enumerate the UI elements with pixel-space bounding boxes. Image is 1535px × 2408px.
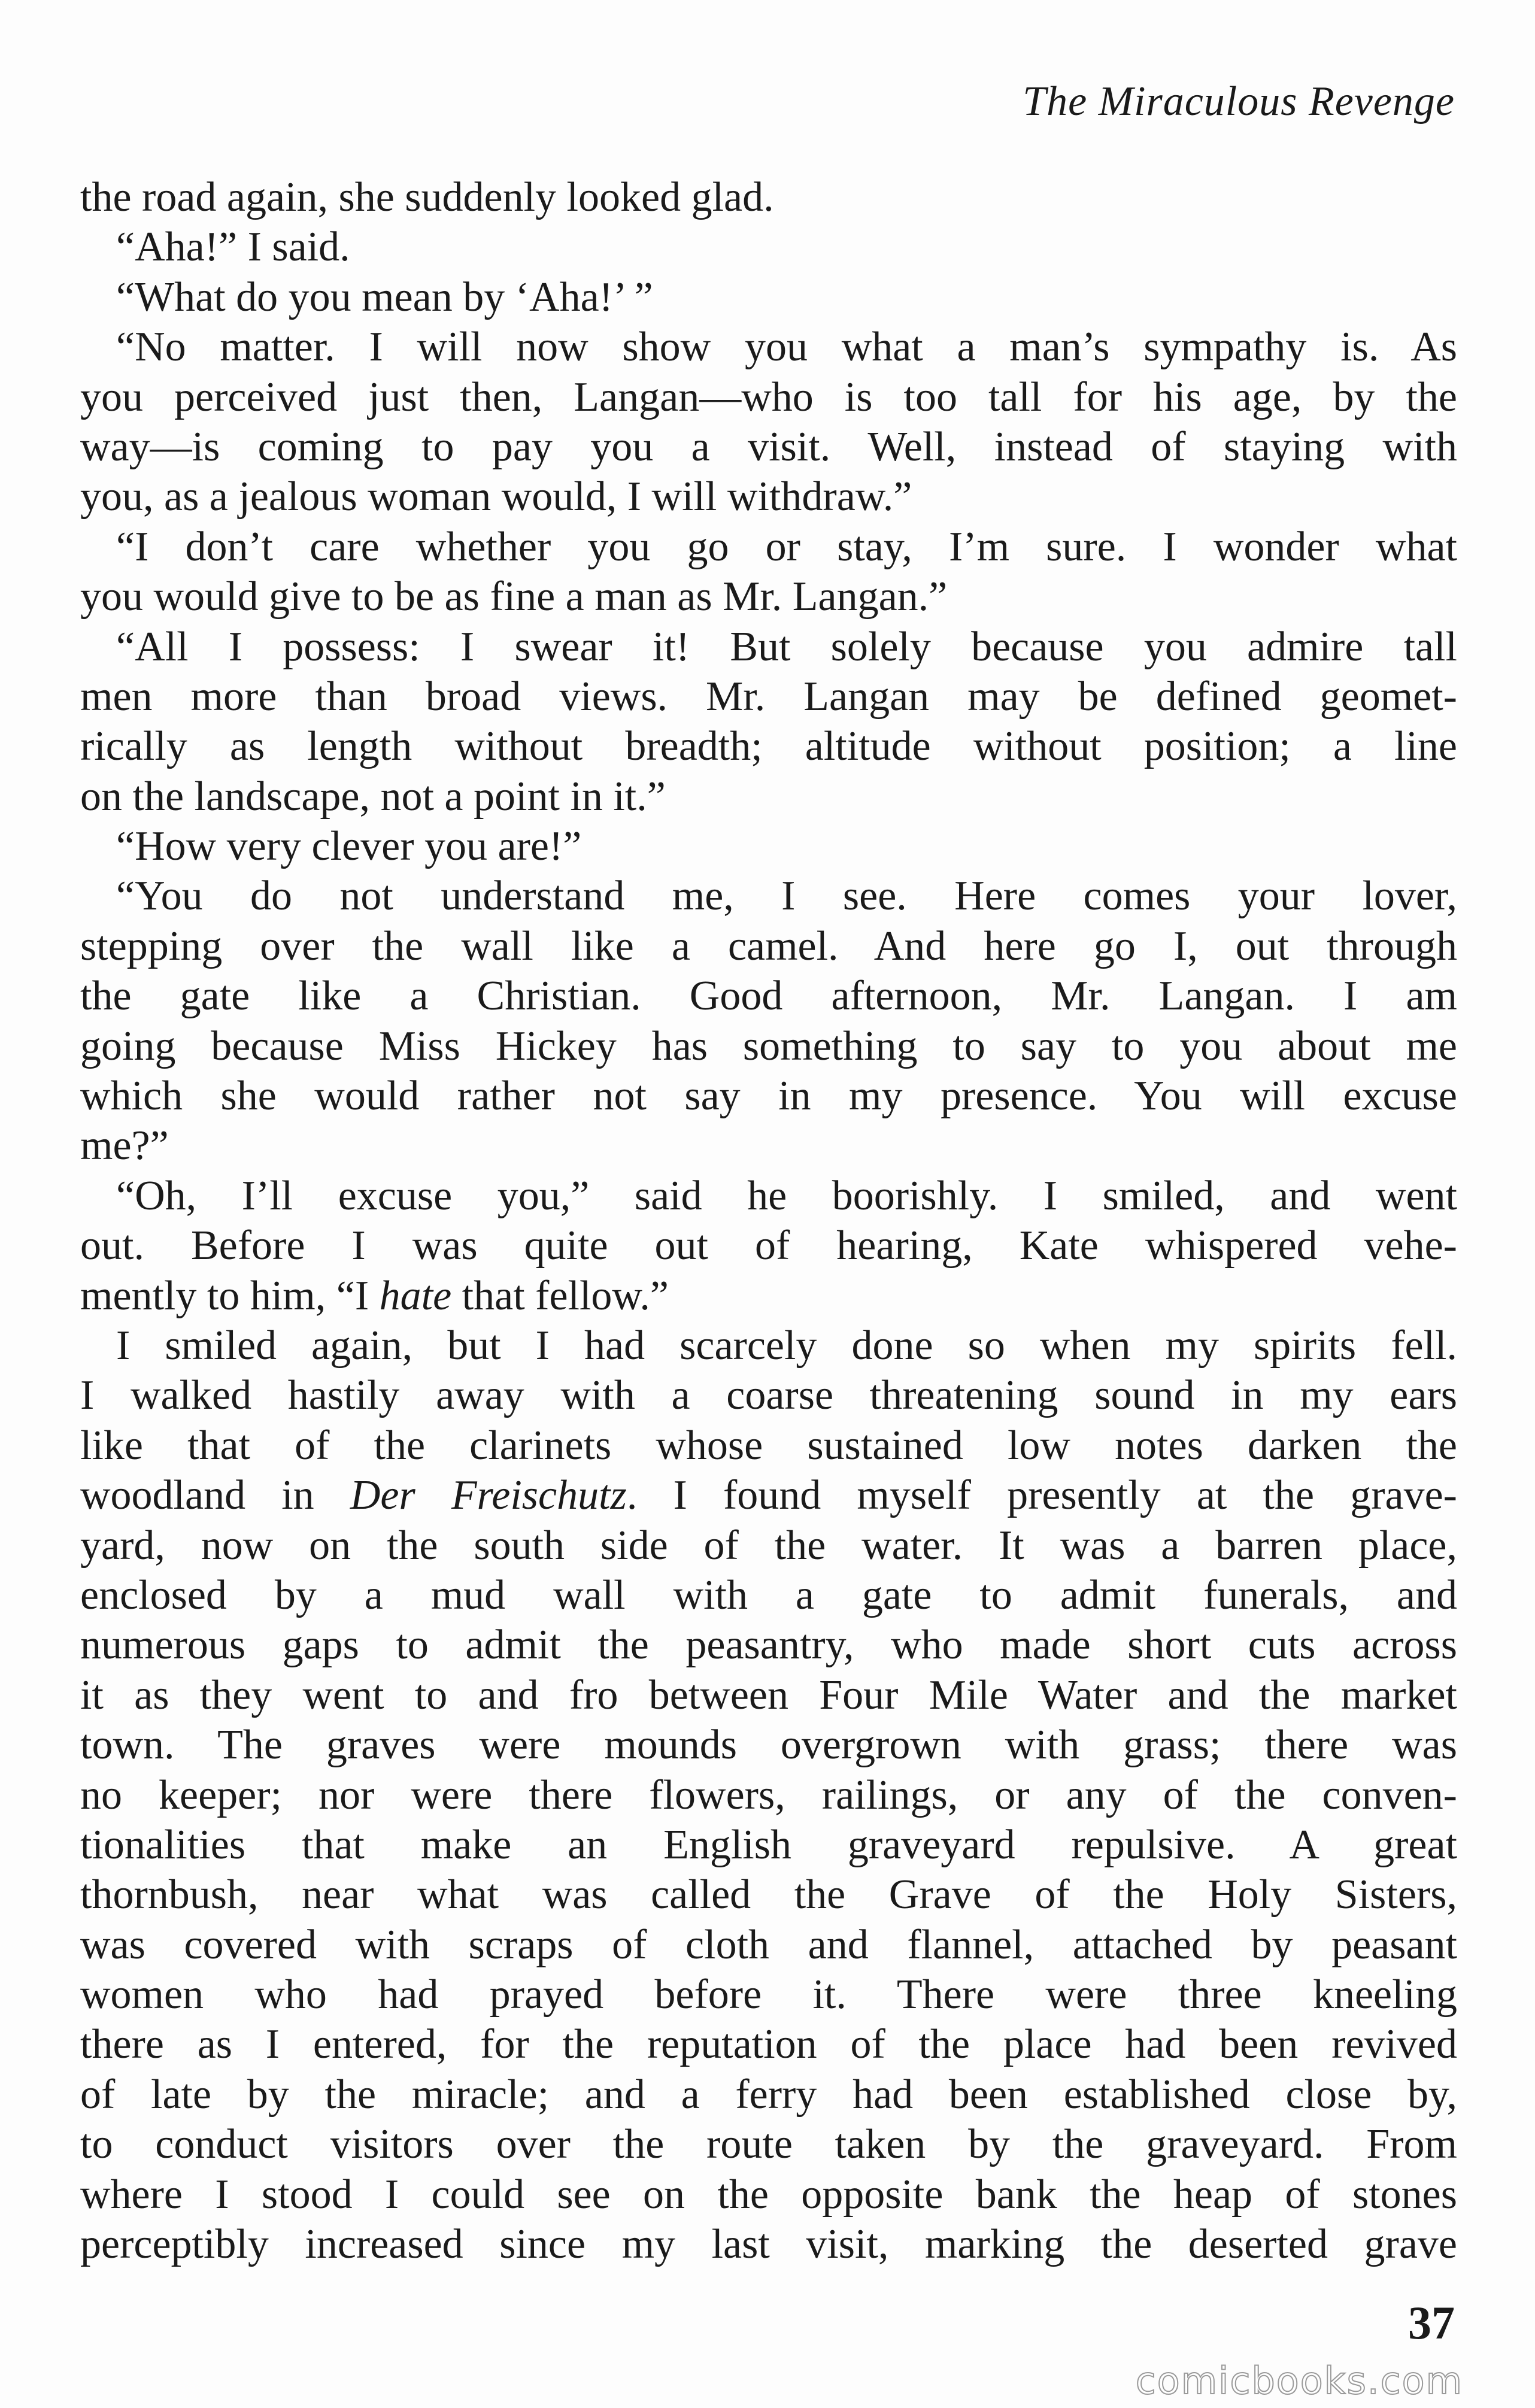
text-line: I smiled again, but I had scarcely done so when my spirits fell. (116, 1322, 1457, 1369)
text-line: rically as length without breadth; altitude without position; a line (80, 723, 1457, 770)
text-line: “All I possess: I swear it! But solely because you admire tall (116, 623, 1457, 670)
text-line: town. The graves were mounds overgrown with grass; there was (80, 1722, 1457, 1769)
text-line: women who had prayed before it. There were three kneeling (80, 1972, 1457, 2018)
text-line: way—is coming to pay you a visit. Well, instead of staying with (80, 423, 1457, 470)
text-line: numerous gaps to admit the peasantry, who made short cuts across (80, 1622, 1457, 1669)
text-line: you perceived just then, Langan—who is too tall for his age, by the (80, 374, 1457, 420)
text-line: the gate like a Christian. Good afternoon, Mr. Langan. I am (80, 973, 1457, 1020)
text-line: where I stood I could see on the opposite bank the heap of stones (80, 2171, 1457, 2218)
italic-text: Der Freischutz (350, 1472, 627, 1519)
text-line: thornbush, near what was called the Grave of the Holy Sisters, (80, 1872, 1457, 1918)
text-line: of late by the miracle; and a ferry had been established close by, (80, 2071, 1457, 2118)
text-line: was covered with scraps of cloth and flannel, attached by peasant (80, 1921, 1457, 1968)
text-line: enclosed by a mud wall with a gate to admit funerals, and (80, 1572, 1457, 1618)
text-line: “I don’t care whether you go or stay, I’m sure. I wonder what (116, 523, 1457, 570)
text-line (80, 1470, 1457, 1520)
text-line: it as they went to and fro between Four Mile Water and the market (80, 1672, 1457, 1718)
text-line: me?” (80, 1123, 169, 1169)
text-line (80, 1271, 1457, 1321)
text-line: out. Before I was quite out of hearing, Kate whispered vehe- (80, 1223, 1457, 1269)
watermark-logo: comicbooks.com (1135, 2359, 1463, 2403)
text-line: which she would rather not say in my presence. You will excuse (80, 1073, 1457, 1120)
text-line: “Oh, I’ll excuse you,” said he boorishly. I smiled, and went (116, 1172, 1457, 1219)
text-line: yard, now on the south side of the water. It was a barren place, (80, 1522, 1457, 1569)
text-line: on the landscape, not a point in it.” (80, 773, 666, 820)
text-line: tionalities that make an English graveyard repulsive. A great (80, 1821, 1457, 1868)
page-number: 37 (1408, 2297, 1455, 2349)
text-line: like that of the clarinets whose sustained low notes darken the (80, 1422, 1457, 1469)
text-line: “How very clever you are!” (116, 823, 582, 870)
running-head: The Miraculous Revenge (1023, 78, 1455, 125)
text-line: no keeper; nor were there flowers, railings, or any of the conven- (80, 1772, 1457, 1818)
text-line: the road again, she suddenly looked glad. (80, 174, 774, 220)
text-segment: that fellow.” (451, 1272, 669, 1319)
text-segment: mently to him, “I (80, 1272, 380, 1319)
text-line: “Aha!” I said. (116, 224, 350, 271)
text-line: I walked hastily away with a coarse threatening sound in my ears (80, 1372, 1457, 1419)
text-line: perceptibly increased since my last visit, marking the deserted grave (80, 2221, 1457, 2268)
text-line: “You do not understand me, I see. Here comes your lover, (116, 873, 1457, 920)
text-segment: . I found myself presently at the grave- (626, 1472, 1457, 1519)
italic-text: hate (379, 1272, 452, 1319)
text-line: there as I entered, for the reputation of the place had been revived (80, 2021, 1457, 2068)
text-line: stepping over the wall like a camel. And here go I, out through (80, 923, 1457, 969)
text-line: “No matter. I will now show you what a man’s sympathy is. As (116, 324, 1457, 371)
text-segment: woodland in (80, 1472, 350, 1519)
text-line: “What do you mean by ‘Aha!’ ” (116, 274, 653, 320)
text-line: you would give to be as fine a man as Mr. Langan.” (80, 574, 948, 620)
body-text (80, 172, 1457, 2269)
text-line: to conduct visitors over the route taken by the graveyard. From (80, 2121, 1457, 2168)
text-line: men more than broad views. Mr. Langan may be defined geomet- (80, 673, 1457, 720)
text-line: you, as a jealous woman would, I will withdraw.” (80, 474, 912, 520)
text-line: going because Miss Hickey has something to say to you about me (80, 1023, 1457, 1069)
